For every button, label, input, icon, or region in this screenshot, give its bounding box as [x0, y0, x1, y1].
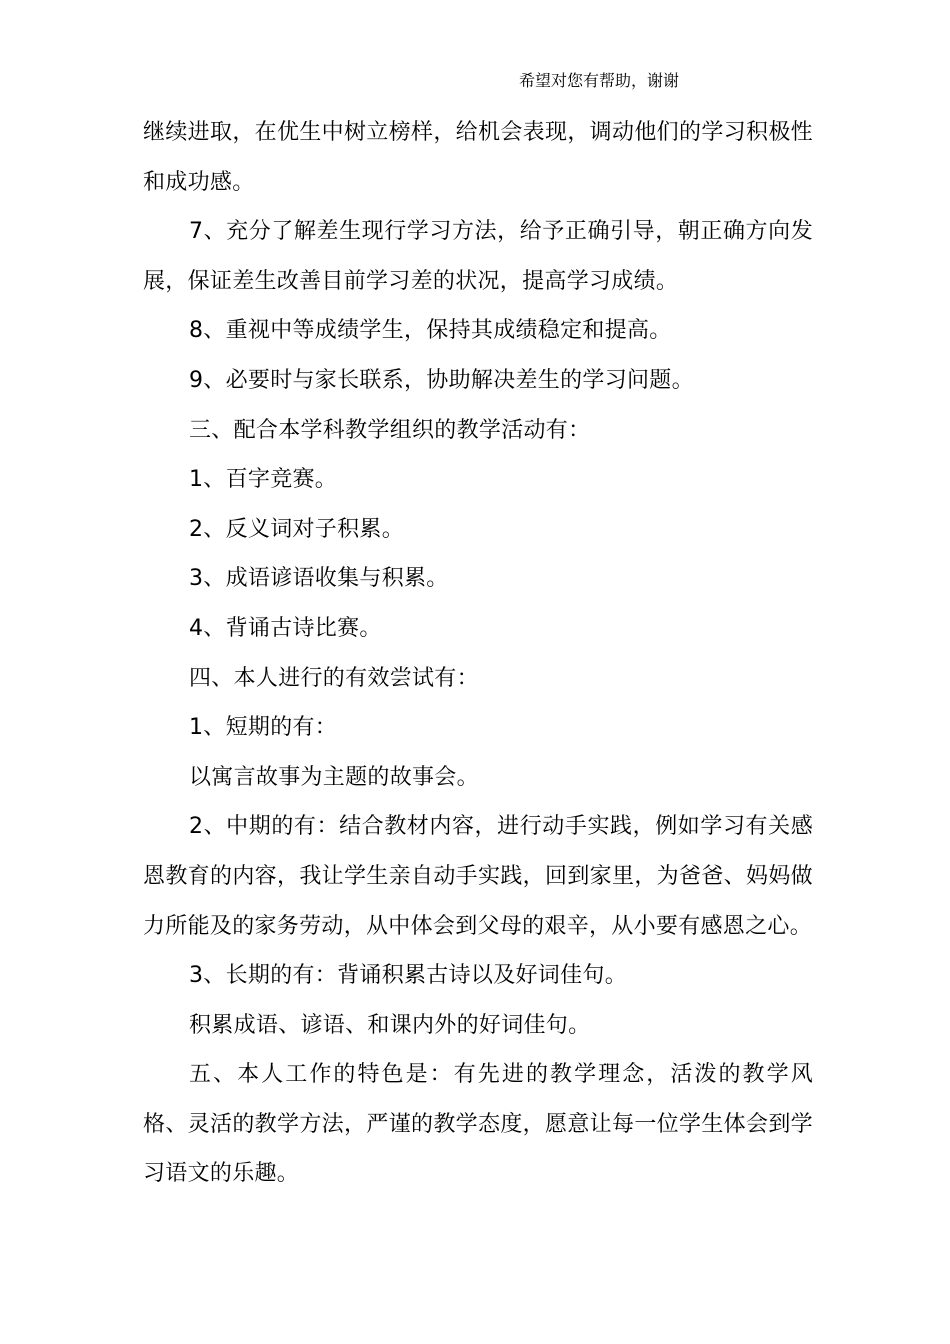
section-heading-5: 五、本人工作的特色是：有先进的教学理念，活泼的教学风格、灵活的教学方法，严谨的教学态度，愿意让每一位学生体会到学习语文的乐趣。 [143, 1062, 813, 1187]
document-body [143, 108, 813, 1199]
activity-item-3: 3、成语谚语收集与积累。 [189, 566, 449, 592]
attempt-item-3: 3、长期的有：背诵积累古诗以及好词佳句。 [189, 963, 627, 989]
attempt-item-1: 1、短期的有： [189, 715, 338, 741]
attempt-item-2: 2、中期的有：结合教材内容，进行动手实践，例如学习有关感恩教育的内容，我让学生亲自动手实践，回到家里，为爸爸、妈妈做力所能及的家务劳动，从中体会到父母的艰辛，从小要有感恩之心。 [143, 814, 813, 939]
paragraph-item-8: 8、重视中等成绩学生，保持其成绩稳定和提高。 [189, 318, 672, 344]
activity-item-4: 4、背诵古诗比赛。 [189, 615, 382, 641]
paragraph-item-9: 9、必要时与家长联系，协助解决差生的学习问题。 [189, 367, 694, 393]
attempt-item-1-detail: 以寓言故事为主题的故事会。 [189, 764, 479, 790]
activity-item-2: 2、反义词对子积累。 [189, 516, 404, 542]
paragraph-item-7: 7、充分了解差生现行学习方法，给予正确引导，朝正确方向发展，保证差生改善目前学习差的状况，提高学习成绩。 [143, 219, 813, 294]
section-heading-4: 四、本人进行的有效尝试有： [189, 665, 479, 691]
attempt-item-3-detail: 积累成语、谚语、和课内外的好词佳句。 [189, 1012, 591, 1038]
header-note: 希望对您有帮助，谢谢 [519, 71, 680, 90]
activity-item-1: 1、百字竞赛。 [189, 467, 338, 493]
paragraph-continuation: 继续进取，在优生中树立榜样，给机会表现，调动他们的学习积极性和成功感。 [143, 120, 813, 195]
section-heading-3: 三、配合本学科教学组织的教学活动有： [189, 417, 591, 443]
